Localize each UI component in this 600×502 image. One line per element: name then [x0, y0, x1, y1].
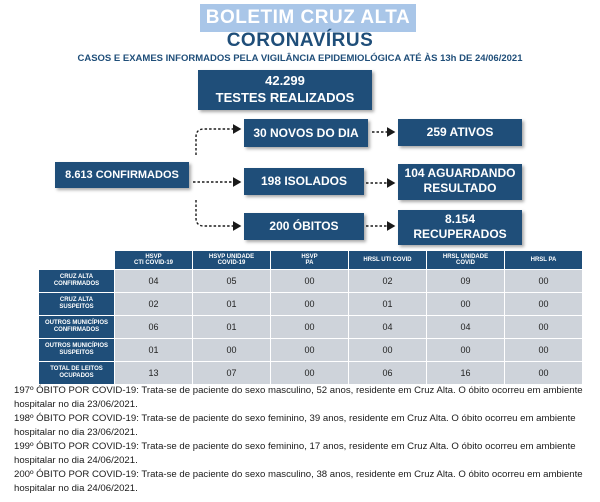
- col-header: HSVP CTI COVID-19: [115, 251, 192, 269]
- obitos-box: 200 ÓBITOS: [244, 213, 364, 240]
- aguardando-line2: RESULTADO: [423, 181, 497, 195]
- table-cell: 04: [349, 316, 426, 338]
- table-cell: 00: [505, 339, 582, 361]
- table-cell: 00: [271, 316, 348, 338]
- table-row: [39, 339, 582, 361]
- row-header: CRUZ ALTA SUSPEITOS: [39, 293, 114, 315]
- table-cell: 00: [427, 339, 504, 361]
- beds-table: [38, 250, 583, 385]
- table-cell: 04: [115, 270, 192, 292]
- table-cell: 02: [349, 270, 426, 292]
- table-cell: 00: [427, 293, 504, 315]
- table-cell: 00: [349, 339, 426, 361]
- aguardando-box: [398, 164, 522, 200]
- table-cell: 06: [349, 362, 426, 384]
- recuperados-value: 8.154: [444, 212, 476, 226]
- tests-label: TESTES REALIZADOS: [215, 90, 355, 105]
- row-header: OUTROS MUNICÍPIOS CONFIRMADOS: [39, 316, 114, 338]
- death-note: 200º ÓBITO POR COVID-19: Trata-se de paciente do sexo masculino, 38 anos, residente em Cruz Alta. O óbito ocorreu em ambiente hospitalar no dia 24/06/2021.: [14, 469, 583, 494]
- recuperados-box: [398, 210, 522, 245]
- table-cell: 00: [271, 293, 348, 315]
- col-header: HSVP PA: [271, 251, 348, 269]
- table-cell: 06: [115, 316, 192, 338]
- table-cell: 00: [271, 362, 348, 384]
- table-cell: 00: [505, 316, 582, 338]
- ativos-box: 259 ATIVOS: [398, 119, 522, 146]
- row-header: CRUZ ALTA CONFIRMADOS: [39, 270, 114, 292]
- isolados-box: 198 ISOLADOS: [244, 168, 364, 195]
- table-cell: 00: [505, 293, 582, 315]
- table-cell: 16: [427, 362, 504, 384]
- row-header: TOTAL DE LEITOS OCUPADOS: [39, 362, 114, 384]
- tests-value: 42.299: [265, 73, 305, 88]
- table-cell: 01: [115, 339, 192, 361]
- table-cell: 00: [505, 270, 582, 292]
- page-title: CORONAVÍRUS: [226, 30, 374, 51]
- aguardando-line1: 104 AGUARDANDO: [404, 166, 516, 180]
- novos-dia-box: 30 NOVOS DO DIA: [244, 119, 368, 147]
- arrow-to-obitos: [196, 200, 240, 226]
- table-row: [39, 316, 582, 338]
- col-header: HSVP UNIDADE COVID-19: [193, 251, 270, 269]
- table-cell: 05: [193, 270, 270, 292]
- table-cell: 00: [193, 339, 270, 361]
- table-cell: 01: [349, 293, 426, 315]
- table-cell: 09: [427, 270, 504, 292]
- row-header: OUTROS MUNICÍPIOS SUSPEITOS: [39, 339, 114, 361]
- table-cell: 01: [193, 316, 270, 338]
- table-row: [39, 270, 582, 292]
- death-notes: [14, 384, 594, 496]
- death-note: 199º ÓBITO POR COVID-19: Trata-se de paciente do sexo feminino, 17 anos, residente em Cruz Alta. O óbito ocorreu em ambiente hospitalar no dia 24/06/2021.: [14, 441, 576, 466]
- col-header: HRSL PA: [505, 251, 582, 269]
- col-header: HRSL UNIDADE COVID: [427, 251, 504, 269]
- table-cell: 07: [193, 362, 270, 384]
- confirmed-box: 8.613 CONFIRMADOS: [55, 162, 189, 188]
- death-note: 198º ÓBITO POR COVID-19: Trata-se de paciente do sexo feminino, 39 anos, residente em Cruz Alta. O óbito ocorreu em ambiente hospitalar no dia 23/06/2021.: [14, 413, 576, 438]
- table-row: [39, 362, 582, 384]
- table-cell: 04: [427, 316, 504, 338]
- table-cell: 01: [193, 293, 270, 315]
- bulletin-banner: BOLETIM CRUZ ALTA: [200, 4, 416, 32]
- table-cell: 02: [115, 293, 192, 315]
- table-header-row: [39, 251, 582, 269]
- arrow-to-novos: [196, 129, 240, 155]
- death-note: 197º ÓBITO POR COVID-19: Trata-se de paciente do sexo masculino, 52 anos, residente em Cruz Alta. O óbito ocorreu em ambiente hospitalar no dia 23/06/2021.: [14, 385, 583, 410]
- table-cell: 13: [115, 362, 192, 384]
- table-corner: [39, 251, 114, 269]
- recuperados-label: RECUPERADOS: [413, 227, 507, 241]
- table-cell: 00: [505, 362, 582, 384]
- table-row: [39, 293, 582, 315]
- page-subtitle: CASOS E EXAMES INFORMADOS PELA VIGILÂNCIA EPIDEMIOLÓGICA ATÉ ÀS 13h DE 24/06/2021: [77, 53, 523, 64]
- table-cell: 00: [271, 339, 348, 361]
- col-header: HRSL UTI COVID: [349, 251, 426, 269]
- table-cell: 00: [271, 270, 348, 292]
